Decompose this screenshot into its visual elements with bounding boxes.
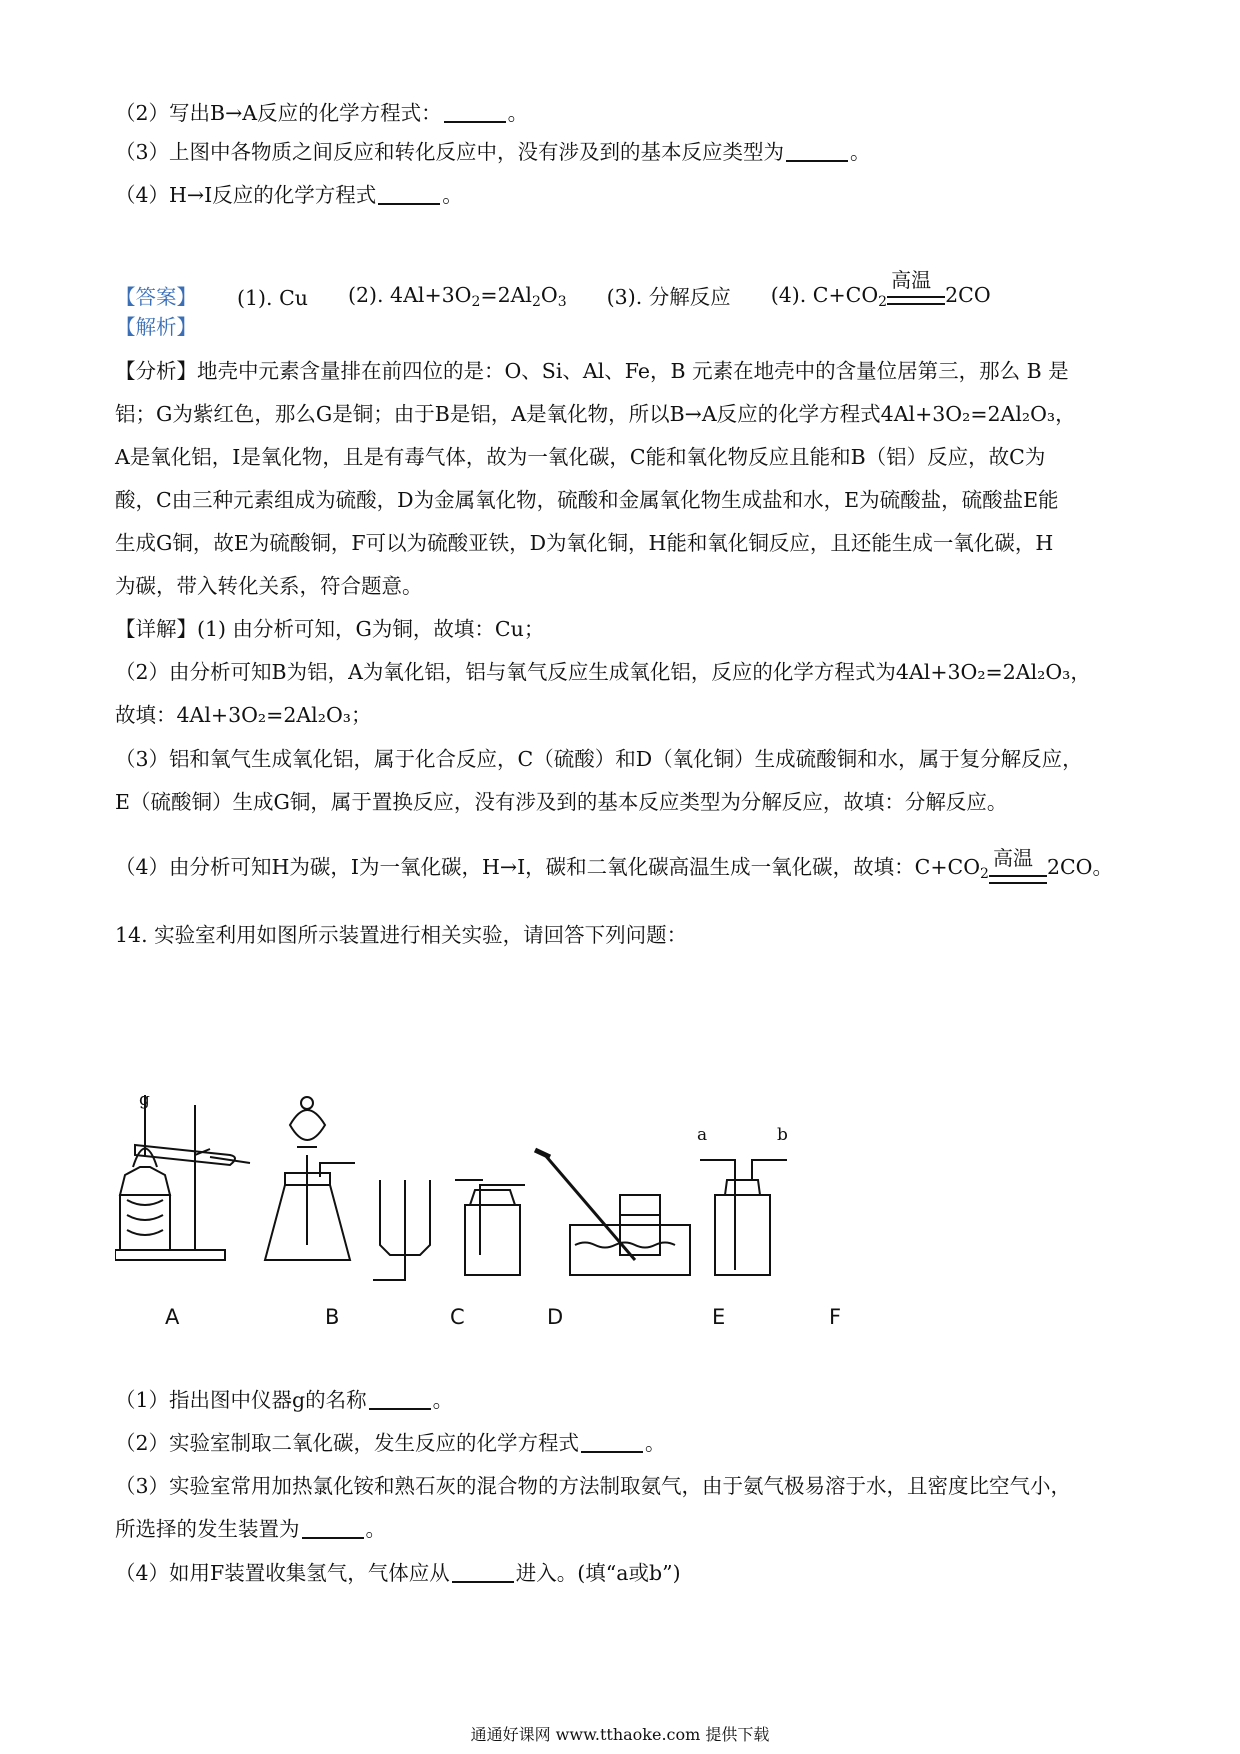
footer: 通通好课网 www.tthaoke.com 提供下载 <box>470 1725 770 1744</box>
answer-row <box>115 268 1031 310</box>
q13-part4: （4）H→I反应的化学方程式 。 <box>115 183 463 207</box>
apparatus-figure <box>115 1085 995 1335</box>
reaction-condition: 高温 <box>989 859 1047 889</box>
label-a: a <box>697 1125 708 1145</box>
fig-label-b: B <box>325 1305 340 1329</box>
analysis-line: 生成G铜，故E为硫酸铜，F可以为硫酸亚铁，D为氧化铜，H能和氧化铜反应，且还能生成一氧化碳，H <box>115 531 1054 555</box>
analysis-label: 【解析】 <box>115 315 197 339</box>
reaction-condition: 高温 <box>887 280 945 310</box>
analysis-line: 故填：4Al+3O₂=2Al₂O₃； <box>115 703 372 727</box>
answer-label: 【答案】 <box>115 285 197 309</box>
label-b: b <box>777 1125 788 1145</box>
q13-part3: （3）上图中各物质之间反应和转化反应中，没有涉及到的基本反应类型为 。 <box>115 140 871 164</box>
answer-blank <box>369 1388 431 1410</box>
fig-label-e: E <box>712 1305 726 1329</box>
analysis-line-last: （4）由分析可知H为碳，I为一氧化碳，H→I，碳和二氧化碳高温生成一氧化碳，故填：C+CO2 高温 2CO。 <box>115 852 1113 889</box>
answer-blank <box>581 1431 643 1453</box>
answer-3: (3). 分解反应 <box>606 285 731 309</box>
answer-2: (2). 4Al+3O2=2Al2O3 <box>347 283 567 310</box>
fig-label-d: D <box>547 1305 564 1329</box>
analysis-line: （2）由分析可知B为铝，A为氧化铝，铝与氧气反应生成氧化铝，反应的化学方程式为4Al+3O₂=2Al₂O₃， <box>115 660 1091 684</box>
apparatus-a <box>115 1095 250 1260</box>
answer-blank <box>444 101 506 123</box>
q14-part3-line2: 所选择的发生装置为 。 <box>115 1517 386 1541</box>
q14-part1: （1）指出图中仪器g的名称 。 <box>115 1388 454 1412</box>
label-g: g <box>139 1090 150 1110</box>
answer-blank <box>786 140 848 162</box>
analysis-line: 【分析】地壳中元素含量排在前四位的是：O、Si、Al、Fe，B 元素在地壳中的含量位居第三，那么 B 是 <box>115 359 1069 383</box>
answer-blank <box>378 183 440 205</box>
fig-label-a: A <box>165 1305 180 1329</box>
analysis-line: 【详解】(1) 由分析可知，G为铜，故填：Cu； <box>115 617 545 641</box>
answer-blank <box>452 1561 514 1583</box>
analysis-line: 酸，C由三种元素组成为硫酸，D为金属氧化物，硫酸和金属氧化物生成盐和水，E为硫酸盐，硫酸盐E能 <box>115 488 1059 512</box>
apparatus-d <box>455 1180 525 1275</box>
fig-label-f: F <box>829 1305 842 1329</box>
q14-title: 14. 实验室利用如图所示装置进行相关实验，请回答下列问题： <box>115 923 688 947</box>
answer-4: (4). C+CO2 高温 2CO <box>770 268 991 310</box>
apparatus-b <box>265 1097 355 1260</box>
q14-part2: （2）实验室制取二氧化碳，发生反应的化学方程式 。 <box>115 1431 666 1455</box>
apparatus-c <box>373 1180 430 1280</box>
analysis-line: 铝；G为紫红色，那么G是铜；由于B是铝，A是氧化物，所以B→A反应的化学方程式4Al+3O₂=2Al₂O₃， <box>115 402 1076 426</box>
analysis-line: E（硫酸铜）生成G铜，属于置换反应，没有涉及到的基本反应类型为分解反应，故填：分解反应。 <box>115 790 1008 814</box>
q14-part4: （4）如用F装置收集氢气，气体应从 进入。(填“a或b”) <box>115 1561 681 1585</box>
q13-part2: （2）写出B→A反应的化学方程式： 。 <box>115 101 529 125</box>
fig-label-c: C <box>450 1305 465 1329</box>
apparatus-f <box>700 1160 787 1275</box>
analysis-line: A是氧化铝，I是氧化物，且是有毒气体，故为一氧化碳，C能和氧化物反应且能和B（铝）反应，故C为 <box>115 445 1046 469</box>
answer-blank <box>302 1517 364 1539</box>
answer-1: (1). Cu <box>237 286 308 310</box>
q14-part3-line1: （3）实验室常用加热氯化铵和熟石灰的混合物的方法制取氨气，由于氨气极易溶于水，且密度比空气小， <box>115 1474 1072 1498</box>
analysis-line: 为碳，带入转化关系，符合题意。 <box>115 574 423 598</box>
apparatus-e <box>535 1150 690 1275</box>
analysis-line: （3）铝和氧气生成氧化铝，属于化合反应，C（硫酸）和D（氧化铜）生成硫酸铜和水，属于复分解反应， <box>115 747 1083 771</box>
